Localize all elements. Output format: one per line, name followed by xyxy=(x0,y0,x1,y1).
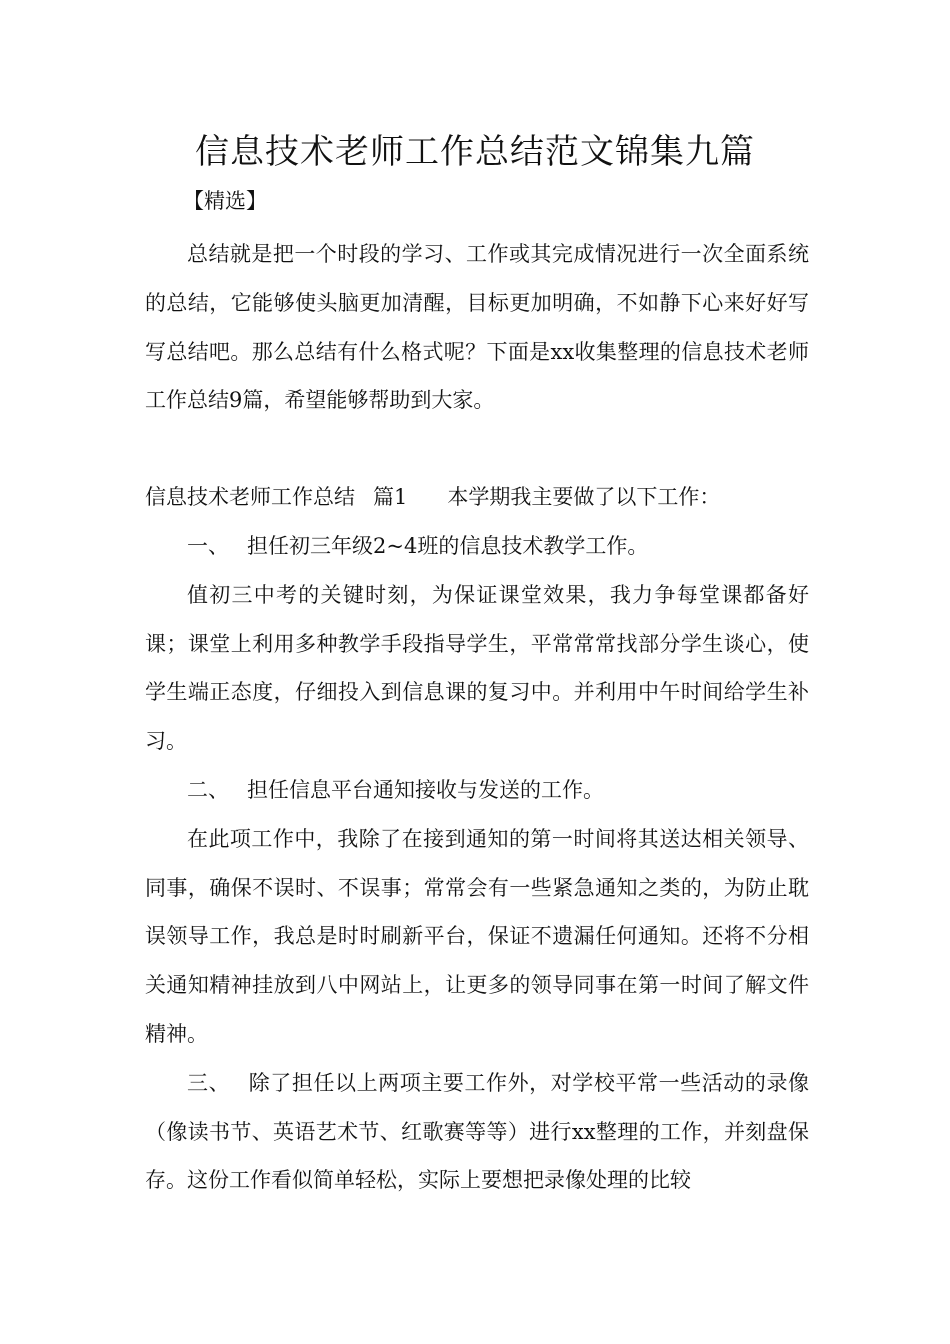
item-2-marker: 二、 xyxy=(187,777,229,802)
item-1-heading-line xyxy=(145,522,809,571)
section-heading: 信息技术老师工作总结 xyxy=(145,485,355,510)
item-1-detail: 值初三中考的关键时刻，为保证课堂效果，我力争每堂课都备好课；课堂上利用多种教学手段指导学生，平常常常找部分学生谈心，使学生端正态度，仔细投入到信息课的复习中。并利用中午时间给学生补习。 xyxy=(145,582,809,754)
section-lead: 本学期我主要做了以下工作： xyxy=(447,485,721,510)
paragraph-gap xyxy=(145,425,809,473)
featured-tag: 【精选】 xyxy=(183,189,267,213)
section-number: 篇1 xyxy=(373,485,408,510)
intro-paragraph: 总结就是把一个时段的学习、工作或其完成情况进行一次全面系统的总结，它能够使头脑更加清醒，目标更加明确，不如静下心来好好写写总结吧。那么总结有什么格式呢？下面是xx收集整理的信息技术老师工作总结9篇，希望能够帮助到大家。 xyxy=(145,242,809,413)
item-1-heading: 担任初三年级2~4班的信息技术教学工作。 xyxy=(247,533,649,558)
item-2-detail: 在此项工作中，我除了在接到通知的第一时间将其送达相关领导、同事，确保不误时、不误事；常常会有一些紧急通知之类的，为防止耽误领导工作，我总是时时刷新平台，保证不遗漏任何通知。还将不分相关通知精神挂放到八中网站上，让更多的领导同事在第一时间了解文件精神。 xyxy=(145,826,809,1046)
document-body xyxy=(145,230,809,1205)
item-3-heading-line xyxy=(145,1059,809,1205)
item-3-heading: 除了担任以上两项主要工作外，对学校平常一些活动的录像（像读书节、英语艺术节、红歌赛等等）进行xx整理的工作，并刻盘保存。这份工作看似简单轻松，实际上要想把录像处理的比较 xyxy=(145,1070,810,1193)
item-3-marker: 三、 xyxy=(187,1070,231,1095)
section-heading-line xyxy=(145,473,809,522)
item-1-marker: 一、 xyxy=(187,533,229,558)
document-title: 信息技术老师工作总结范文锦集九篇 xyxy=(195,132,755,172)
item-2-heading-line xyxy=(145,766,809,815)
item-2-heading: 担任信息平台通知接收与发送的工作。 xyxy=(247,777,604,802)
